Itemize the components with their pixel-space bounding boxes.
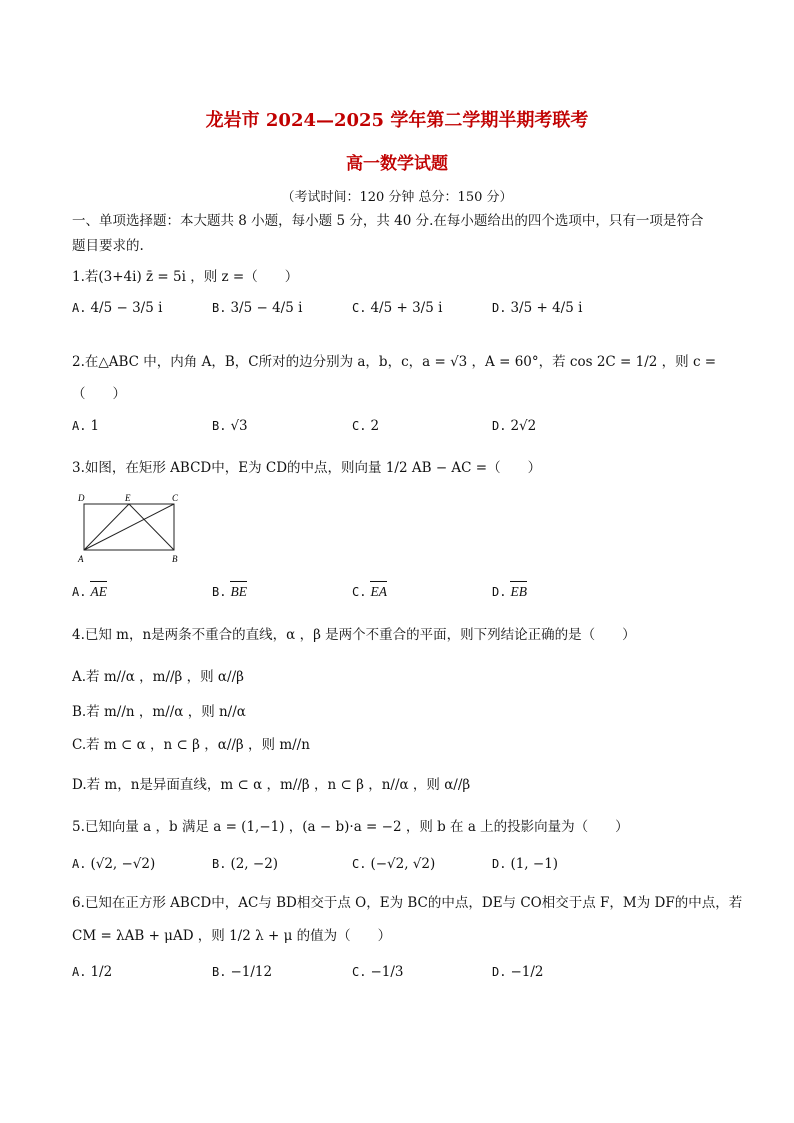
figure-label-c: C	[172, 493, 179, 503]
q2-option-b: B. √3	[212, 418, 248, 434]
q3-stem: 3.如图，在矩形 ABCD中，E为 CD的中点，则向量 1/2 AB − AC =（ ）	[72, 460, 542, 476]
section-instructions-line1: 一、单项选择题：本大题共 8 小题，每小题 5 分，共 40 分.在每小题给出的四个选项中，只有一项是符合	[72, 213, 704, 229]
exam-info: （考试时间：120 分钟 总分：150 分）	[281, 190, 513, 205]
figure-label-b: B	[172, 554, 178, 564]
exam-title: 龙岩市 2024—2025 学年第二学期半期考联考	[205, 110, 589, 131]
q2-option-a: A. 1	[72, 418, 100, 434]
q6-option-b: B. −1/12	[212, 964, 273, 980]
q1-option-a: A. 4/5 − 3/5 i	[72, 300, 163, 316]
q4-option-d: D.若 m，n是异面直线，m ⊂ α ，m//β ，n ⊂ β ，n//α ，则 α//β	[72, 777, 471, 793]
q4-option-b: B.若 m//n ，m//α ，则 n//α	[72, 704, 246, 720]
q3-option-a: A. AE	[72, 584, 107, 599]
q1-option-b: B. 3/5 − 4/5 i	[212, 300, 303, 316]
q2-stem-paren: （ ）	[72, 386, 126, 402]
q2-option-d: D. 2√2	[492, 418, 537, 434]
q1-option-d: D. 3/5 + 4/5 i	[492, 300, 583, 316]
q5-stem: 5.已知向量 a ，b 满足 a = (1,−1) ，(a − b)·a = −2 ，则 b 在 a 上的投影向量为（ ）	[72, 819, 629, 835]
q6-stem-line2: CM = λAB + μAD ，则 1/2 λ + μ 的值为（ ）	[72, 928, 392, 944]
q2-stem: 2.在△ABC 中，内角 A，B，C所对的边分别为 a，b，c，a = √3 ，A = 60°，若 cos 2C = 1/2 ，则 c =	[72, 354, 717, 370]
q1-stem: 1.若(3+4i) z̄ = 5i ，则 z =（ ）	[72, 269, 299, 285]
q2-option-c: C. 2	[352, 418, 380, 434]
q1-option-c: C. 4/5 + 3/5 i	[352, 300, 443, 316]
q4-stem: 4.已知 m，n是两条不重合的直线，α ，β 是两个不重合的平面，则下列结论正确的是（ ）	[72, 627, 636, 643]
q5-option-d: D. (1, −1)	[492, 856, 559, 872]
q6-stem: 6.已知在正方形 ABCD中，AC与 BD相交于点 O，E为 BC的中点，DE与 CO相交于点 F，M为 DF的中点，若	[72, 895, 743, 911]
q5-option-a: A. (√2, −√2)	[72, 856, 156, 872]
q3-option-b: B. BE	[212, 584, 247, 599]
figure-label-a: A	[78, 554, 84, 564]
q3-option-d: D. EB	[492, 584, 527, 599]
rectangle-abcd-figure	[76, 492, 186, 564]
section-instructions-line2: 题目要求的.	[72, 238, 144, 254]
q4-option-c: C.若 m ⊂ α ，n ⊂ β ，α//β ，则 m//n	[72, 737, 310, 753]
q4-option-a: A.若 m//α ，m//β ，则 α//β	[72, 669, 244, 685]
figure-label-d: D	[78, 493, 85, 503]
figure-label-e: E	[125, 493, 131, 503]
q6-option-a: A. 1/2	[72, 964, 113, 980]
q6-option-c: C. −1/3	[352, 964, 404, 980]
q5-option-c: C. (−√2, √2)	[352, 856, 436, 872]
q3-option-c: C. EA	[352, 584, 387, 599]
q6-option-d: D. −1/2	[492, 964, 544, 980]
exam-subtitle: 高一数学试题	[346, 154, 448, 174]
q5-option-b: B. (2, −2)	[212, 856, 279, 872]
